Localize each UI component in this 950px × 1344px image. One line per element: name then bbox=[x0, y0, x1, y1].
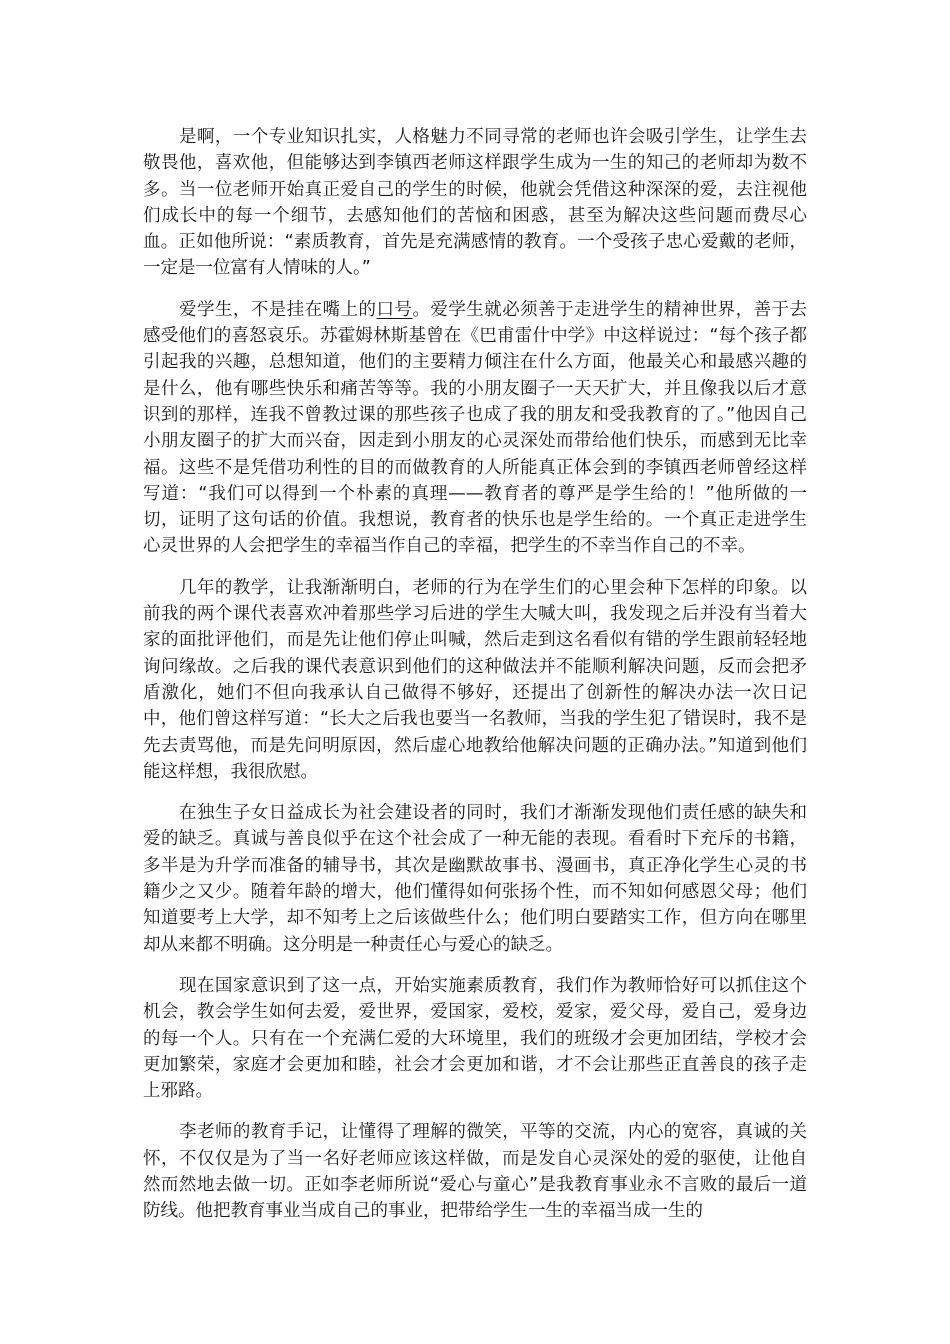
underlined-word: 口号 bbox=[376, 299, 413, 320]
paragraph-5: 现在国家意识到了这一点，开始实施素质教育，我们作为教师恰好可以抓住这个机会，教会学生如何去爱，爱世界，爱国家，爱校，爱家，爱父母，爱自己，爱身边的每一个人。只有在一个充满仁爱的大环境里，我们的班级才会更加团结，学校才会更加繁荣，家庭才会更加和睦，社会才会更加和谐，才不会让那些正直善良的孩子走上邪路。 bbox=[143, 975, 807, 1102]
paragraph-2 bbox=[143, 297, 807, 560]
paragraph-6: 李老师的教育手记，让懂得了理解的微笑，平等的交流，内心的宽容，真诚的关怀，不仅仅是为了当一名好老师应该这样做，而是发自心灵深处的爱的驱使，让他自然而然地去做一切。正如李老师所说“爱心与童心”是我教育事业永不言败的最后一道防线。他把教育事业当成自己的事业，把带给学生一生的幸福当成一生的 bbox=[143, 1122, 807, 1222]
paragraph-4: 在独生子女日益成长为社会建设者的同时，我们才渐渐发现他们责任感的缺失和爱的缺乏。真诚与善良似乎在这个社会成了一种无能的表现。看看时下充斥的书籍，多半是为升学而准备的辅导书，其次是幽默故事书、漫画书，真正净化学生心灵的书籍少之又少。随着年龄的增大，他们懂得如何张扬个性，而不知如何感恩父母；他们知道要考上大学，却不知考上之后该做些什么；他们明白要踏实工作，但方向在哪里却从来都不明确。这分明是一种责任心与爱心的缺乏。 bbox=[143, 803, 807, 955]
paragraph-2-after: 。爱学生就必须善于走进学生的精神世界，善于去感受他们的喜怒哀乐。苏霍姆林斯基曾在《巴甫雷什中学》中这样说过：“每个孩子都引起我的兴趣，总想知道，他们的主要精力倾注在什么方面，他最关心和最感兴趣的是什么，他有哪些快乐和痛苦等等。我的小朋友圈子一天天扩大，并且像我以后才意识到的那样，连我不曾教过课的那些孩子也成了我的朋友和受我教育的了。”他因自己小朋友圈子的扩大而兴奋，因走到小朋友的心灵深处而带给他们快乐，而感到无比幸福。这些不是凭借功利性的目的而做教育的人所能真正体会到的李镇西老师曾经这样写道：“我们可以得到一个朴素的真理——教育者的尊严是学生给的！”他所做的一切，证明了这句话的价值。我想说，教育者的快乐也是学生给的。一个真正走进学生心灵世界的人会把学生的幸福当作自己的幸福，把学生的不幸当作自己的不幸。 bbox=[143, 299, 808, 557]
paragraph-2-before: 爱学生，不是挂在嘴上的 bbox=[179, 299, 377, 320]
paragraph-1: 是啊，一个专业知识扎实，人格魅力不同寻常的老师也许会吸引学生，让学生去敬畏他，喜欢他，但能够达到李镇西老师这样跟学生成为一生的知己的老师却为数不多。当一位老师开始真正爱自己的学生的时候，他就会凭借这种深深的爱，去注视他们成长中的每一个细节，去感知他们的苦恼和困惑，甚至为解决这些问题而费尽心血。正如他所说：“素质教育，首先是充满感情的教育。一个受孩子忠心爱戴的老师，一定是一位富有人情味的人。” bbox=[143, 127, 807, 279]
document-page bbox=[143, 124, 807, 1240]
paragraph-3: 几年的教学，让我渐渐明白，老师的行为在学生们的心里会种下怎样的印象。以前我的两个课代表喜欢冲着那些学习后进的学生大喊大叫，我发现之后并没有当着大家的面批评他们，而是先让他们停止叫喊，然后走到这名看似有错的学生跟前轻轻地询问缘故。之后我的课代表意识到他们的这种做法并不能顺利解决问题，反而会把矛盾激化，她们不但向我承认自己做得不够好，还提出了创新性的解决办法一次日记中，他们曾这样写道：“长大之后我也要当一名教师，当我的学生犯了错误时，我不是先去责骂他，而是先问明原因，然后虚心地教给他解决问题的正确办法。”知道到他们能这样想，我很欣慰。 bbox=[143, 577, 807, 782]
